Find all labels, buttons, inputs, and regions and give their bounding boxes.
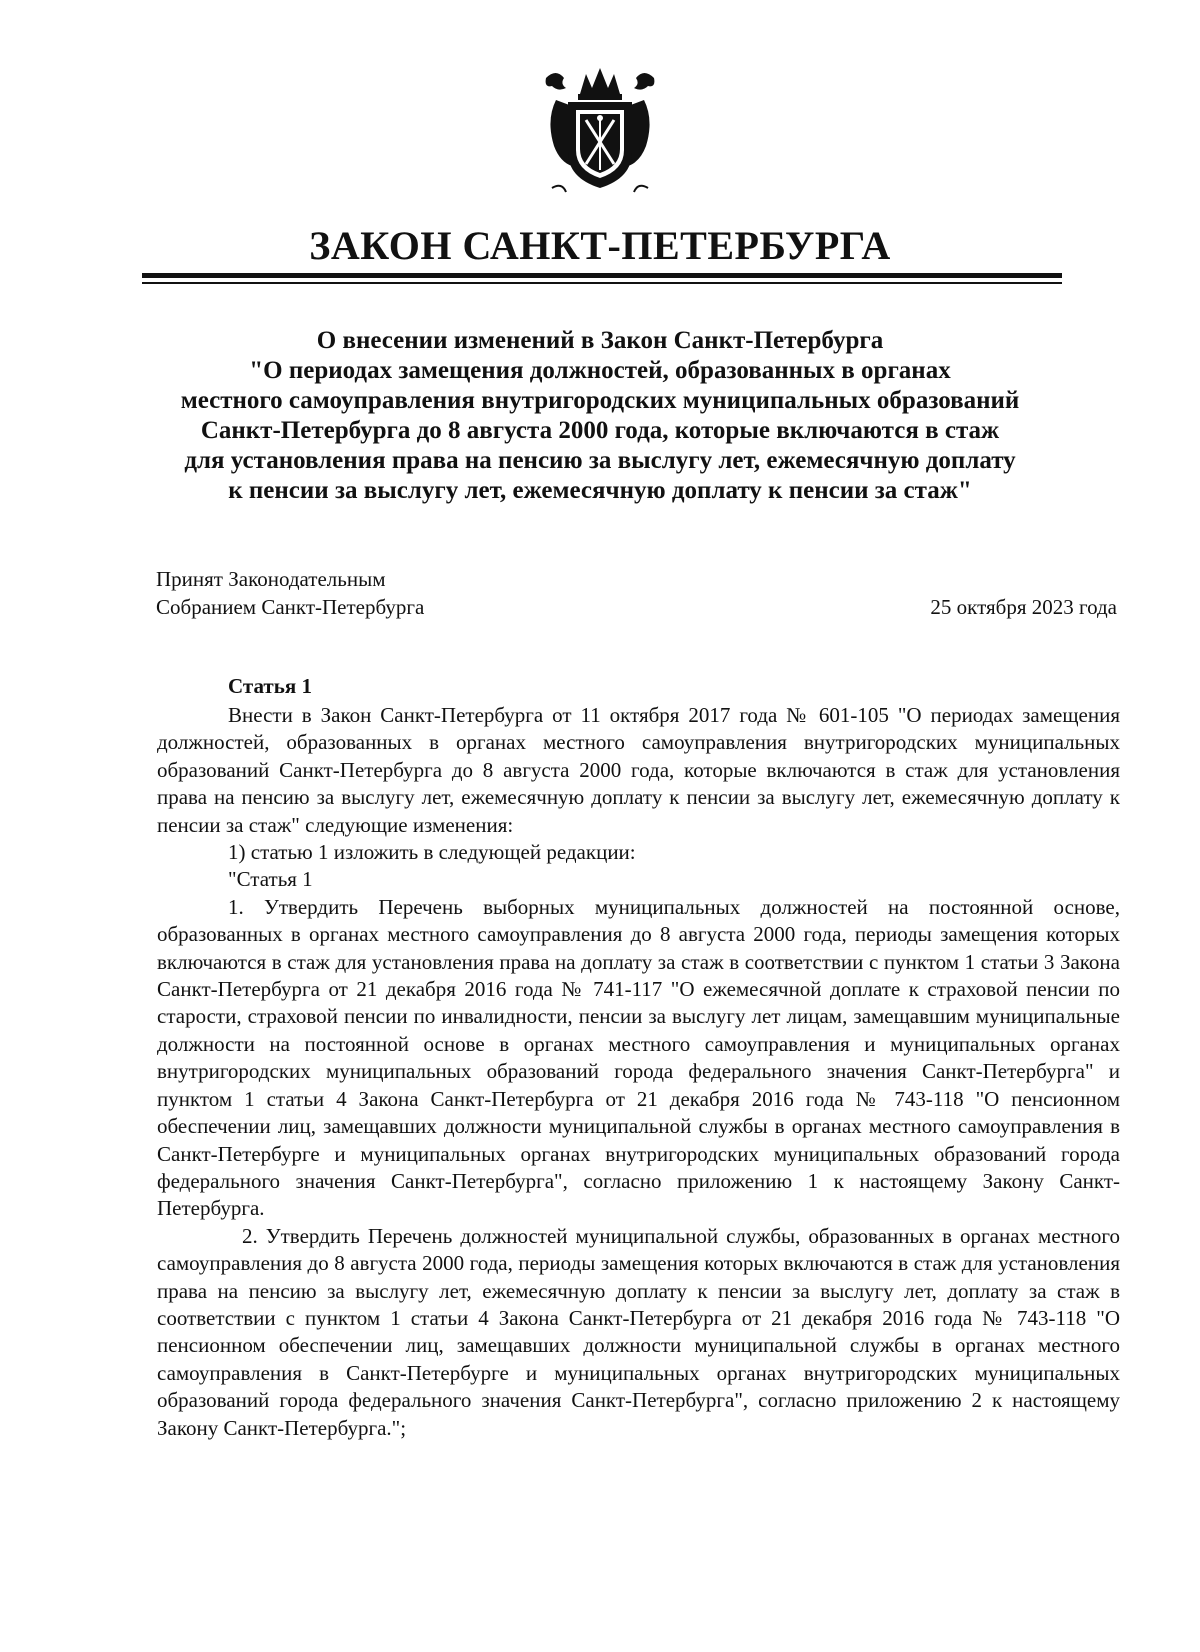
subtitle-line: для установления права на пенсию за выслугу лет, ежемесячную доплату [184, 447, 1016, 474]
adoption-line: Собранием Санкт-Петербурга [156, 595, 425, 619]
article-paragraph: 2. Утвердить Перечень должностей муниципальной службы, образованных в органах местного самоуправления до 8 августа 2000 года, периоды замещения которых включаются в стаж для установления права на пенсию за выслугу лет, ежемесячную доплату к пенсии за выслугу лет, доплату за стаж в соответствии с пунктом 1 статьи 4 Закона Санкт-Петербурга от 21 декабря 2016 года № 743-118 "О пенсионном обеспечении лиц, замещавших должности муниципальной службы в органах местного самоуправления в Санкт-Петербурге и муниципальных органах внутригородских муниципальных образований города федерального значения Санкт-Петербурга", согласно приложению 2 к настоящему Закону Санкт-Петербурга."; [157, 1223, 1120, 1440]
subtitle-line: к пенсии за выслугу лет, ежемесячную доплату к пенсии за стаж" [228, 477, 972, 504]
title-underline-thin [142, 282, 1062, 284]
subtitle-line: местного самоуправления внутригородских муниципальных образований [180, 387, 1020, 414]
law-subtitle [140, 326, 1060, 506]
adoption-date: 25 октября 2023 года [930, 595, 1117, 619]
article-paragraph: 1) статью 1 изложить в следующей редакции: [228, 840, 636, 865]
subtitle-line: О внесении изменений в Закон Санкт-Петербурга [316, 327, 884, 354]
subtitle-line: "О периодах замещения должностей, образованных в органах [249, 357, 951, 384]
article-paragraph: 1. Утвердить Перечень выборных муниципальных должностей на постоянной основе, образованных в органах местного самоуправления до 8 августа 2000 года, периоды замещения которых включаются в стаж для установления права на доплату за стаж в соответствии с пунктом 1 статьи 3 Закона Санкт-Петербурга от 21 декабря 2016 года № 741-117 "О ежемесячной доплате к страховой пенсии по старости, страховой пенсии по инвалидности, пенсии за выслугу лет лицам, замещавшим муниципальные должности на постоянной основе в органах местного самоуправления и муниципальных органах внутригородских муниципальных образований города федерального значения Санкт-Петербурга" и пунктом 1 статьи 4 Закона Санкт-Петербурга от 21 декабря 2016 года № 743-118 "О пенсионном обеспечении лиц, замещавших должности муниципальной службы в органах местного самоуправления в Санкт-Петербурге и муниципальных органах внутригородских муниципальных образований города федерального значения Санкт-Петербурга", согласно приложению 1 к настоящему Закону Санкт-Петербурга. [157, 894, 1120, 1221]
law-title: ЗАКОН САНКТ-ПЕТЕРБУРГА [309, 223, 891, 268]
article-paragraph: "Статья 1 [228, 867, 313, 892]
adoption-statement [156, 565, 424, 621]
article-heading: Статья 1 [228, 674, 312, 698]
article-body [157, 702, 1120, 1442]
title-underline-thick [142, 273, 1062, 278]
article-paragraph: Внести в Закон Санкт-Петербурга от 11 октября 2017 года № 601-105 "О периодах замещения должностей, образованных в органах местного самоуправления внутригородских муниципальных образований Санкт-Петербурга до 8 августа 2000 года, которые включаются в стаж для установления права на пенсию за выслугу лет, ежемесячную доплату к пенсии за выслугу лет, ежемесячную доплату к пенсии за стаж" следующие изменения: [157, 703, 1120, 837]
adoption-line: Принят Законодательным [156, 567, 386, 591]
coat-of-arms-emblem [532, 60, 668, 200]
subtitle-line: Санкт-Петербурга до 8 августа 2000 года, которые включаются в стаж [200, 417, 1000, 444]
